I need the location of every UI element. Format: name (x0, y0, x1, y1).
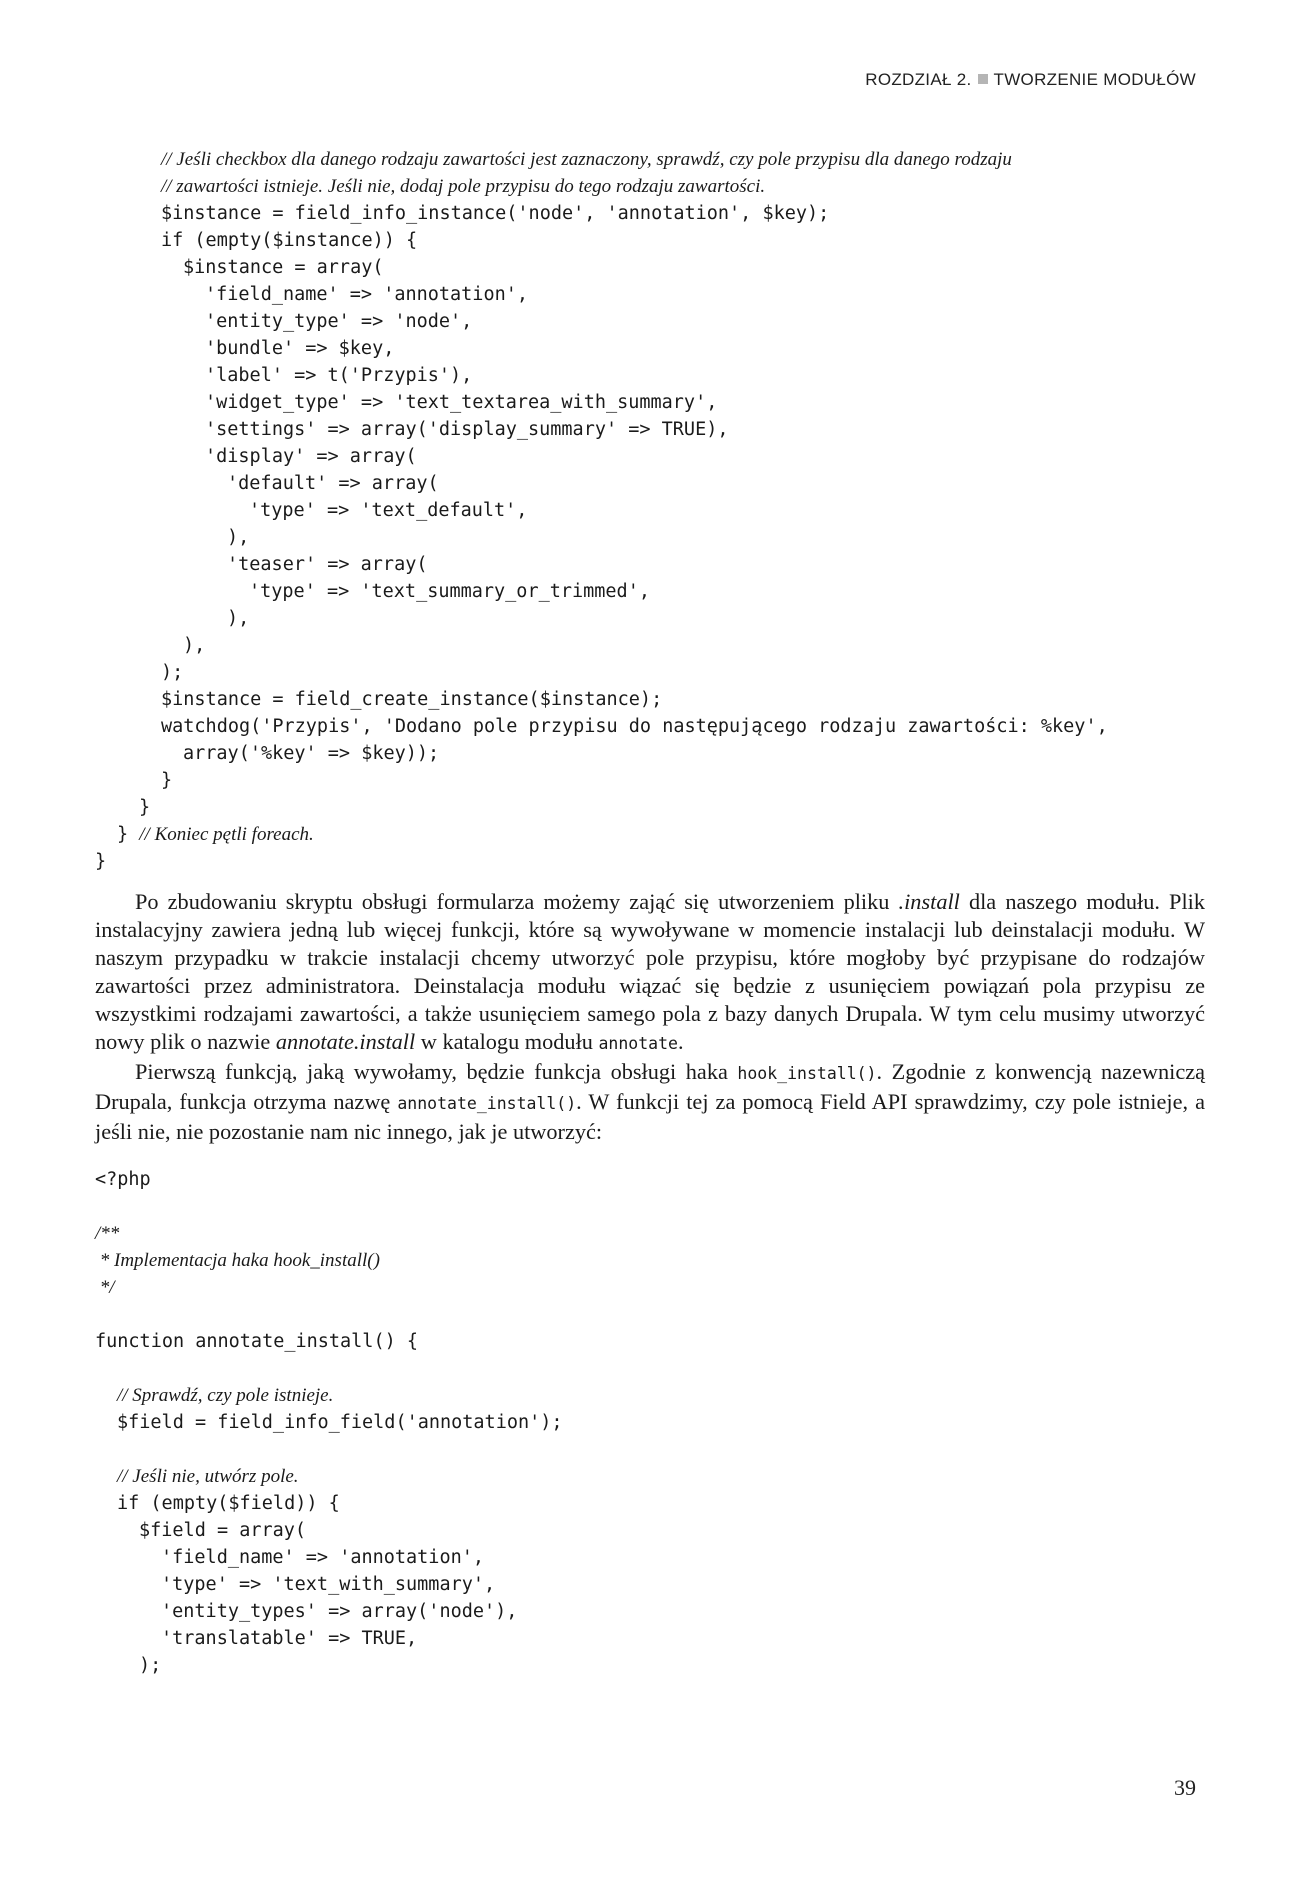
code-line (95, 1382, 563, 1409)
code-line (95, 1220, 563, 1247)
inline-code-annotate: annotate (598, 1034, 678, 1053)
chapter-title: TWORZENIE MODUŁÓW (993, 70, 1196, 89)
paragraph-text: dla naszego modułu. Plik instalacyjny zawiera jedną lub więcej funkcji, które są wywoływane w momencie instalacji lub deinstalacji modułu. W naszym przypadku w trakcie instalacji chcemy utworzyć pole przypisu, które mogłoby być przypisane do rodzajów zawartości przez administratora. Deinstalacja modułu wiązać się będzie z usunięciem powiązań pola przypisu ze wszystkimi rodzajami zawartości, a także usunięciem samego pola z bazy danych Drupala. W tym celu musimy utworzyć nowy plik o nazwie (95, 889, 1205, 1054)
code-text: 'widget_type' => 'text_textarea_with_summary', (205, 392, 718, 413)
code-text: $instance = field_info_instance('node', 'annotation', $key); (161, 203, 830, 224)
code-text: 'field_name' => 'annotation', (161, 1547, 485, 1568)
code-line (95, 416, 1108, 443)
code-block-form-submit (95, 146, 1108, 875)
code-line (95, 713, 1108, 740)
body-text (95, 888, 1205, 1146)
code-line (95, 848, 1108, 875)
paragraph-hook-install (95, 1058, 1205, 1146)
code-line (95, 1247, 563, 1274)
code-line (95, 1571, 563, 1598)
code-line (95, 767, 1108, 794)
code-text: 'teaser' => array( (227, 554, 428, 575)
code-text: 'type' => 'text_default', (249, 500, 528, 521)
filename-install: .install (898, 889, 960, 914)
code-text: ), (183, 635, 206, 656)
code-text: if (empty($instance)) { (161, 230, 418, 251)
code-line (95, 470, 1108, 497)
code-line (95, 1355, 563, 1382)
paragraph-text: . (677, 1029, 684, 1054)
code-text: ); (161, 662, 184, 683)
code-line (95, 173, 1108, 200)
code-text: 'type' => 'text_with_summary', (161, 1574, 496, 1595)
code-line (95, 362, 1108, 389)
code-line (95, 227, 1108, 254)
code-line (95, 578, 1108, 605)
code-line (95, 1436, 563, 1463)
paragraph-text: . W funkcji tej za pomocą Field API sprawdzimy, czy pole istnieje, a jeśli nie, nie pozostanie nam nic innego, jak je utworzyć: (95, 1089, 1205, 1144)
code-text: ), (227, 608, 250, 629)
code-text: watchdog('Przypis', 'Dodano pole przypisu do następującego rodzaju zawartości: %key', (161, 716, 1108, 737)
code-text: if (empty($field)) { (117, 1493, 340, 1514)
code-text: ); (139, 1655, 162, 1676)
paragraph-text: Po zbudowaniu skryptu obsługi formularza możemy zająć się utworzeniem pliku (135, 889, 899, 914)
code-text: 'type' => 'text_summary_or_trimmed', (249, 581, 650, 602)
code-line (95, 1409, 563, 1436)
header-separator-icon (978, 74, 988, 84)
code-text: 'entity_type' => 'node', (205, 311, 473, 332)
code-line (95, 1166, 563, 1193)
code-comment: * Implementacja haka hook_install() (95, 1250, 380, 1271)
code-text: } (139, 797, 151, 818)
code-line (95, 605, 1108, 632)
code-comment: // Jeśli checkbox dla danego rodzaju zawartości jest zaznaczony, sprawdź, czy pole przypisu dla danego rodzaju (161, 149, 1012, 170)
code-line (95, 1652, 563, 1679)
code-line (95, 497, 1108, 524)
code-line (95, 632, 1108, 659)
code-text: 'default' => array( (227, 473, 439, 494)
page-number: 39 (1174, 1775, 1196, 1800)
code-line (95, 200, 1108, 227)
code-line (95, 821, 1108, 848)
code-line (95, 686, 1108, 713)
code-line (95, 443, 1108, 470)
code-text: 'translatable' => TRUE, (161, 1628, 418, 1649)
paragraph-text: . Zgodnie z konwencją nazewniczą Drupala, funkcja otrzyma nazwę (95, 1059, 1206, 1114)
code-comment: // Koniec pętli foreach. (139, 824, 314, 845)
code-text: 'settings' => array('display_summary' => TRUE), (205, 419, 729, 440)
code-line (95, 146, 1108, 173)
code-text: $instance = field_create_instance($instance); (161, 689, 663, 710)
code-line (95, 335, 1108, 362)
code-line (95, 1463, 563, 1490)
code-comment: // zawartości istnieje. Jeśli nie, dodaj pole przypisu do tego rodzaju zawartości. (161, 176, 766, 197)
code-text: } (95, 851, 107, 872)
code-line (95, 1598, 563, 1625)
code-line (95, 1544, 563, 1571)
code-line (95, 308, 1108, 335)
code-comment: /** (95, 1223, 120, 1244)
code-line (95, 1490, 563, 1517)
code-line (95, 1274, 563, 1301)
paragraph-install-file (95, 888, 1205, 1058)
code-line (95, 1625, 563, 1652)
paragraph-text: w katalogu modułu (415, 1029, 599, 1054)
code-line (95, 794, 1108, 821)
code-line (95, 740, 1108, 767)
code-text: 'field_name' => 'annotation', (205, 284, 529, 305)
code-text: $field = array( (139, 1520, 307, 1541)
code-line (95, 1301, 563, 1328)
code-line (95, 389, 1108, 416)
code-comment: */ (95, 1277, 115, 1298)
code-text: $instance = array( (183, 257, 384, 278)
code-line (95, 659, 1108, 686)
code-line (95, 1517, 563, 1544)
code-text: <?php (95, 1169, 151, 1190)
code-line (95, 1193, 563, 1220)
filename-annotate-install: annotate.install (275, 1029, 416, 1054)
code-line (95, 551, 1108, 578)
code-comment: // Jeśli nie, utwórz pole. (117, 1466, 299, 1487)
code-text: $field = field_info_field('annotation'); (117, 1412, 563, 1433)
code-text: function annotate_install() { (95, 1331, 419, 1352)
code-text: } (161, 770, 173, 791)
chapter-label: ROZDZIAŁ 2. (865, 70, 972, 89)
code-text: 'bundle' => $key, (205, 338, 395, 359)
running-header (865, 70, 1196, 90)
code-block-install-hook (95, 1166, 563, 1679)
code-text: 'label' => t('Przypis'), (205, 365, 473, 386)
paragraph-text: Pierwszą funkcją, jaką wywołamy, będzie funkcja obsługi haka (135, 1059, 738, 1084)
code-text: } (117, 824, 140, 845)
code-text: ), (227, 527, 250, 548)
code-text: 'entity_types' => array('node'), (161, 1601, 518, 1622)
code-line (95, 254, 1108, 281)
code-text: array('%key' => $key)); (183, 743, 440, 764)
inline-code-annotate-install: annotate_install() (397, 1094, 577, 1113)
code-line (95, 281, 1108, 308)
code-line (95, 524, 1108, 551)
code-line (95, 1328, 563, 1355)
code-comment: // Sprawdź, czy pole istnieje. (117, 1385, 334, 1406)
code-text: 'display' => array( (205, 446, 417, 467)
inline-code-hook-install: hook_install() (737, 1064, 877, 1083)
